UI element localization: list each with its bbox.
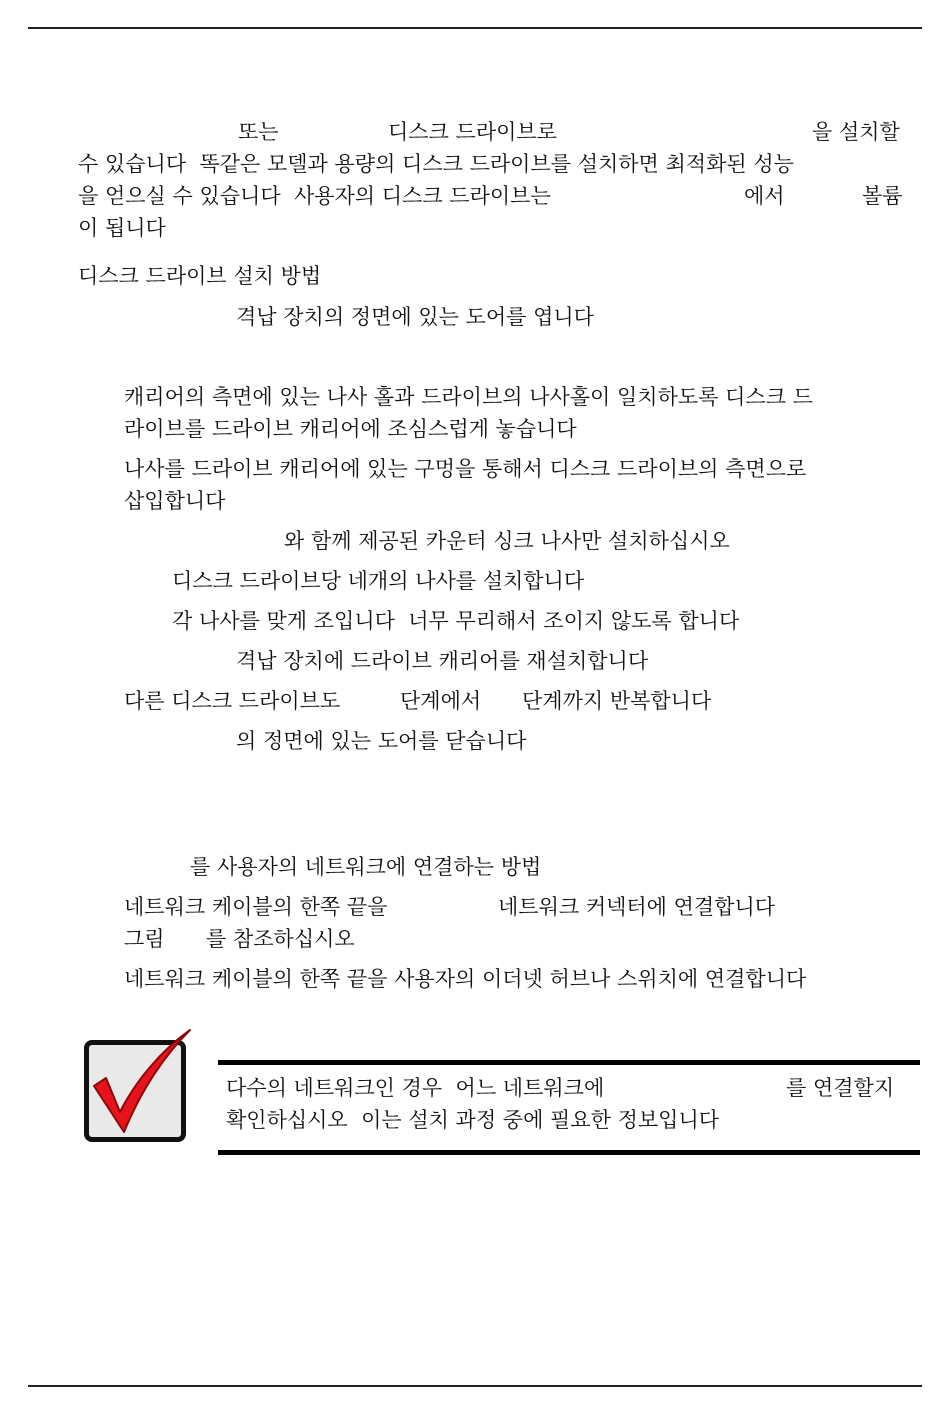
network-step1-a: 네트워크 케이블의 한쪽 끝을 <box>124 895 388 919</box>
intro-line3-c: 볼륨 <box>862 184 903 208</box>
intro-line3-b: 에서 <box>744 184 785 208</box>
checkmark-icon <box>84 1028 196 1140</box>
install-step5-a: 다른 디스크 드라이브도 <box>124 689 341 713</box>
note-top-rule <box>218 1060 920 1065</box>
intro-line1-b: 디스크 드라이브로 <box>388 120 557 144</box>
network-step1-b: 네트워크 커넥터에 연결합니다 <box>498 895 776 919</box>
install-step5-b: 단계에서 <box>400 689 482 713</box>
install-step6: 의 정면에 있는 도어를 닫습니다 <box>236 729 527 753</box>
note-line1-b: 를 연결할지 <box>786 1076 895 1100</box>
top-rule <box>28 27 922 29</box>
install-step2-line1: 캐리어의 측면에 있는 나사 홀과 드라이브의 나사홀이 일치하도록 디스크 드 <box>124 385 813 409</box>
network-step1-line2-b: 를 참조하십시오 <box>206 927 355 951</box>
bottom-rule <box>28 1385 922 1387</box>
install-step1: 격납 장치의 정면에 있는 도어를 엽니다 <box>236 305 594 329</box>
install-step3-line1: 나사를 드라이브 캐리어에 있는 구멍을 통해서 디스크 드라이브의 측면으로 <box>124 457 807 481</box>
intro-line1-a: 또는 <box>238 120 279 144</box>
note-line2: 확인하십시오 이는 설치 과정 중에 필요한 정보입니다 <box>226 1108 720 1132</box>
install-step3-sub2: 각 나사를 맞게 조입니다 너무 무리해서 조이지 않도록 합니다 <box>172 609 740 633</box>
install-step3-note: 와 함께 제공된 카운터 싱크 나사만 설치하십시오 <box>284 529 730 553</box>
intro-line2: 수 있습니다 똑같은 모델과 용량의 디스크 드라이브를 설치하면 최적화된 성능 <box>78 152 794 176</box>
install-step4: 격납 장치에 드라이브 캐리어를 재설치합니다 <box>236 649 649 673</box>
intro-line3-a: 을 얻으실 수 있습니다 사용자의 디스크 드라이브는 <box>78 184 551 208</box>
install-step3-sub1: 디스크 드라이브당 네개의 나사를 설치합니다 <box>172 569 585 593</box>
network-step2: 네트워크 케이블의 한쪽 끝을 사용자의 이더넷 허브나 스위치에 연결합니다 <box>124 967 807 991</box>
network-step1-line2-a: 그림 <box>124 927 165 951</box>
note-bottom-rule <box>218 1150 920 1155</box>
intro-line1-c: 을 설치할 <box>812 120 900 144</box>
install-heading: 디스크 드라이브 설치 방법 <box>78 264 322 288</box>
network-heading: 를 사용자의 네트워크에 연결하는 방법 <box>190 855 542 879</box>
install-step2-line2: 라이브를 드라이브 캐리어에 조심스럽게 놓습니다 <box>124 417 577 441</box>
note-line1-a: 다수의 네트워크인 경우 어느 네트워크에 <box>226 1076 605 1100</box>
install-step3-line2: 삽입합니다 <box>124 489 226 513</box>
install-step5-c: 단계까지 반복합니다 <box>522 689 712 713</box>
intro-line4: 이 됩니다 <box>78 216 166 240</box>
